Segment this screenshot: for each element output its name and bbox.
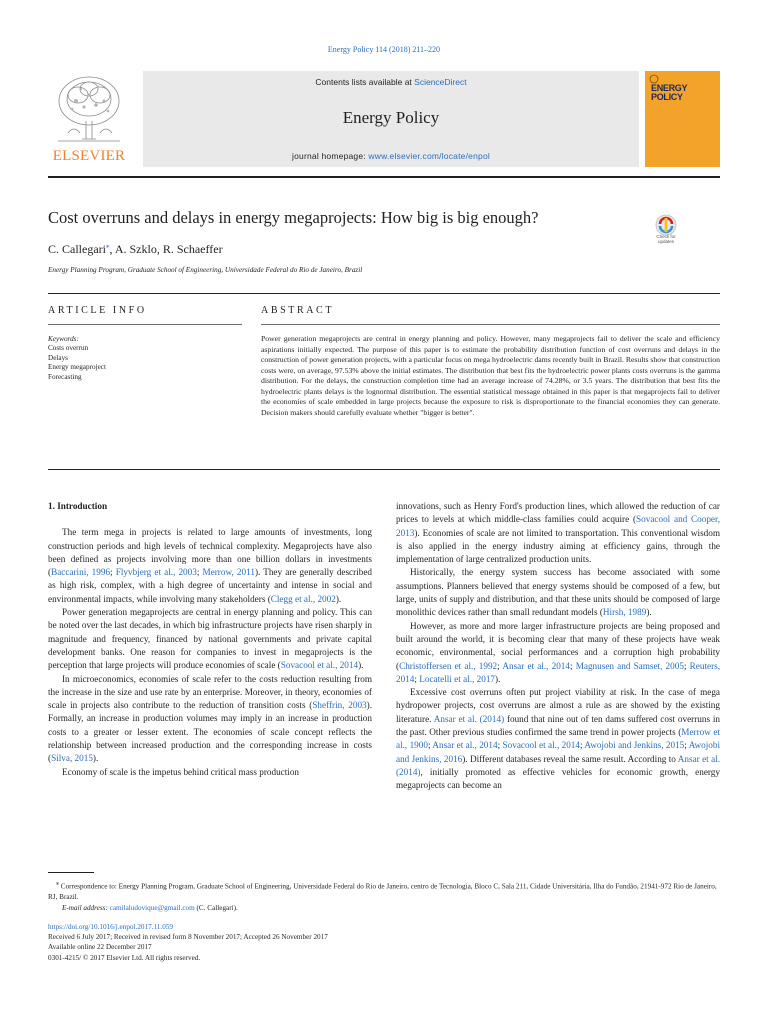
citation-link[interactable]: Awojobi and Jenkins, 2016 [396,740,720,764]
cover-title-line1: ENERGY [651,83,688,93]
citation-link[interactable]: Clegg et al., 2002 [270,593,336,604]
citation-link[interactable]: Reuters, 2014 [396,660,721,684]
crossmark-label-line2: updates [657,239,674,244]
paragraph-text: ). Formally, an increase in production volumes may imply in an increase in production costs to a greater or lesser extent. The economies of scale concept reflects the relationship between increased production and the corresponding increase in costs ( [48,700,372,764]
doi-link[interactable]: https://doi.org/10.1016/j.enpol.2017.11.059 [48,923,173,931]
homepage-prefix: journal homepage: [292,151,369,161]
paragraph-text: ; [684,740,689,751]
paragraph-text: ). [92,753,99,764]
correspondence-footnote [48,879,720,914]
body-right-column [396,500,720,793]
keyword-item[interactable]: Delays [48,353,68,362]
citation-link[interactable]: Awojobi and Jenkins, 2015 [584,740,685,751]
homepage-link[interactable]: www.elsevier.com/locate/enpol [368,151,490,161]
paragraph-text: innovations, such as Henry Ford's production lines, which allowed the reduction of car prices to levels at which middle-class families could acquire ( [396,501,720,525]
section-heading-introduction: 1. Introduction [48,501,108,511]
elsevier-logo [48,71,130,165]
citation-link[interactable]: Sheffrin, 2003 [312,700,367,711]
citation-link[interactable]: Sovacool and Cooper, 2013 [396,514,720,538]
paragraph-text: ). [646,607,652,618]
contents-prefix: Contents lists available at [315,77,415,87]
body-paragraph [48,606,372,672]
keyword-item[interactable]: Energy megaproject [48,363,106,372]
email-suffix: (C. Callegari). [194,904,238,913]
author-name[interactable]: A. Szklo [114,242,157,256]
body-paragraph [396,566,720,619]
paragraph-text: ; [196,567,203,578]
article-title: Cost overruns and delays in energy megaprojects: How big is big enough? [48,208,539,227]
citation-link[interactable]: Merrow et al., 1900 [396,727,720,751]
paragraph-text: ). [335,593,342,604]
citation-link[interactable]: Locatelli et al., 2017 [419,673,496,684]
paragraph-text: Economy of scale is the impetus behind critical mass production [62,766,300,777]
footnote-rule [48,872,94,873]
publication-info [48,922,328,963]
author-separator: , [156,242,163,256]
crossmark-label-line1: Check for [656,234,676,239]
elsevier-wordmark: ELSEVIER [52,148,126,164]
citation-link[interactable]: Ansar et al., 2014 [502,660,570,671]
citation-link[interactable]: Ansar et al. (2014) [433,713,505,724]
keyword-item[interactable]: Costs overrun [48,344,89,353]
paragraph-text: ). [358,660,364,671]
crossmark-icon [651,214,681,236]
body-paragraph [48,526,372,606]
info-divider [48,293,720,294]
author-list [48,242,223,257]
paragraph-text: ; [497,660,503,671]
paragraph-text: ; [414,673,420,684]
abstract-bottom-divider [48,469,720,470]
paragraph-text: ; [110,567,116,578]
cover-title-line2: POLICY [651,92,683,102]
journal-name: Energy Policy [342,108,440,127]
paragraph-text: ; [497,740,503,751]
paragraph-text: ). Economies of scale are not limited to transportation. This conventional wisdom is also applied in the energy industry aiming at efficiency gains, through the implementation of large centralized production units. [396,527,720,565]
received-dates: Received 6 July 2017; Received in revised form 8 November 2017; Accepted 26 November 2017 [48,933,328,942]
citation-link[interactable]: Flyvbjerg et al., 2003 [115,567,197,578]
paragraph-text: ; [570,660,576,671]
abstract-text: Power generation megaprojects are central in energy planning and policy. However, many megaprojects fail to deliver the scale and efficiency aspirations initially expected. The purpose of this paper is to estimate the probability distribution function of cost overruns and delays in the construction of power generation projects, with a particular focus on mega hydroelectric dams recently built in Brazil. Results show that construction costs were, on average, 97.53% above the initial estimates. The distribution that best fits the hydroelectric power plants costs overruns is the gamma distribution. For the delays, the construction completion time had an average increase of 74.28%, or 3.5 years. The distribution that best fits the hydroelectric plants delays is the lognormal distribution. The essential statistical message obtained in this paper is that megaprojects fail to deliver the economies of scale embedded in large projects because the exposure to risk is disproportionate to the financial economies they can generate. Decision makers should carefully evaluate whether "bigger is better". [261,334,720,417]
citation-link[interactable]: Hirsh, 1989 [602,607,647,618]
citation-link[interactable]: Sovacool et al., 2014 [280,660,359,671]
homepage-line [143,151,639,161]
paragraph-text: ; [427,740,433,751]
copyright-line: 0301-4215/ © 2017 Elsevier Ltd. All rights reserved. [48,953,201,962]
author-separator: , [109,242,115,256]
journal-cover-thumbnail[interactable] [645,71,720,167]
body-left-column [48,500,372,779]
keywords-block [48,335,106,382]
email-label: E-mail address: [62,904,108,913]
citation-link[interactable]: Silva, 2015 [51,753,93,764]
citation-link[interactable]: Merrow, 2011 [202,567,255,578]
citation-link[interactable]: Baccarini, 1996 [51,567,111,578]
sciencedirect-link[interactable]: ScienceDirect [414,77,467,87]
header-divider [48,176,720,178]
body-paragraph [396,620,720,686]
online-date: Available online 22 December 2017 [48,943,152,952]
abstract-heading: ABSTRACT [261,305,335,316]
body-paragraph [48,673,372,766]
crossmark-button[interactable] [651,214,681,250]
paragraph-text: ; [683,660,690,671]
crossmark-label [648,234,684,244]
journal-reference-link[interactable]: Energy Policy 114 (2018) 211–220 [327,45,441,54]
author-name[interactable]: C. Callegari [48,242,106,256]
elsevier-tree-icon [48,71,130,147]
journal-header [48,71,720,167]
paragraph-text: In microeconomics, economies of scale refer to the costs reduction resulting from the increase in the size and use rate by an enterprise. Moreover, in theory, economies of scale in projects also contribute to the reduction of transition costs ( [48,673,372,711]
paragraph-text: ). Different databases reveal the same result. According to [462,753,678,764]
citation-link[interactable]: Magnusen and Samset, 2005 [575,660,684,671]
citation-link[interactable]: Sovacool et al., 2014 [502,740,580,751]
paragraph-text: , initially promoted as effective vehicles for economic growth, energy megaprojects can become an [396,766,720,791]
correspondence-text [48,879,720,903]
paragraph-text: However, as more and more larger infrastructure projects are being proposed and built around the world, it is becoming clear that many of these projects have weak economic, environmental, social performances and a corruption high probability ( [396,620,720,671]
email-link[interactable]: camilaludovique@gmail.com [109,904,195,913]
abstract-underline [261,324,720,325]
paragraph-text: Historically, the energy system success has become associated with some assumptions. Planners believed that energy systems should be composed of a few, but large, units of supply and distribution, and that these units should be composed of large monolithic devices rather than small redundant models ( [396,567,720,618]
body-paragraph [48,766,372,779]
paragraph-text: Power generation megaprojects are central in energy planning and policy. This can be noted over the last decades, in which big infrastructure projects have risen sharply in magnitude and frequency, financed by national governments and private capital development banks. One reason for companies to invest in megaprojects is the perception that large projects will produce economies of scale ( [48,607,372,671]
paragraph-text: ). They are generally described as high risk, complex, with a high degree of uncertainty and intense in social and environmental impacts, while involving many stakeholders ( [48,567,373,604]
citation-link[interactable]: Ansar et al., 2014 [432,740,498,751]
email-line [48,903,720,914]
body-paragraph [396,500,720,566]
footnote-mark: ⁎ [56,881,59,887]
paragraph-text: Excessive cost overruns often put project viability at risk. In the case of mega hydropower projects, cost overruns are almost a rule as are showed by the existing literature. [396,687,720,724]
corresponding-author-mark[interactable]: ⁎ [105,242,110,250]
citation-link[interactable]: Christoffersen et al., 1992 [399,660,498,671]
article-info-heading: ARTICLE INFO [48,305,147,316]
body-paragraph [396,686,720,792]
paragraph-text: The term mega in projects is related to large amounts of investments, long construction periods and high levels of technical complexity. Megaprojects have also been defined as projects involving more than one billion dollars in investments ( [48,527,372,578]
author-affiliation: Energy Planning Program, Graduate School of Engineering, Universidade Federal do Rio de Janeiro, Brazil [48,266,363,274]
citation-link[interactable]: Ansar et al. (2014) [396,753,720,777]
keyword-item[interactable]: Forecasting [48,372,82,381]
paragraph-text: ; [580,740,585,751]
paragraph-text: found that nine out of ten dams suffered cost overruns in the past. Other previous studies confirmed the same trend in power projects ( [396,713,720,738]
journal-banner [143,71,639,167]
author-name[interactable]: R. Schaeffer [162,242,223,256]
correspondence-address: Correspondence to: Energy Planning Program, Graduate School of Engineering, Universidade Federal do Rio de Janeiro, centro de Tecnologia, Bloco C, Sala 211, Cidade Universitária, Ilha do Fundão, 21941-972 Rio de Janeiro, RJ, Brazil. [48,882,717,902]
article-info-underline [48,324,242,325]
keywords-label: Keywords: [48,335,79,343]
contents-line [143,77,639,87]
paragraph-text: ). [495,673,501,684]
cover-title [651,84,687,102]
